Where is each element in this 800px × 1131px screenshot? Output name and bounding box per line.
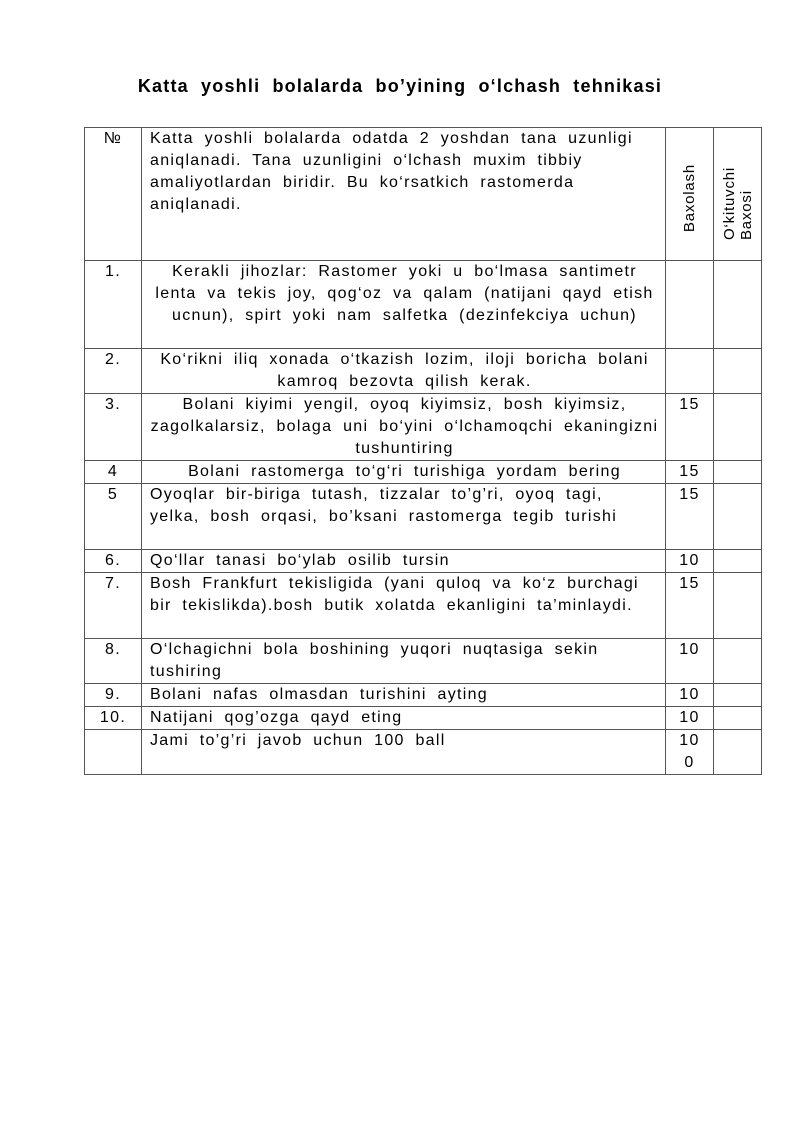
row-number: 5 xyxy=(85,484,142,550)
row-text: Bolani rastomerga to‘g‘ri turishiga yordam bering xyxy=(142,461,666,484)
row-score: 15 xyxy=(666,461,714,484)
row-text: Oyoqlar bir-biriga tutash, tizzalar to’g’ri, oyoq tagi, yelka, bosh orqasi, bo’ksani rastomerga tegib turishi xyxy=(142,484,666,550)
row-number: 2. xyxy=(85,349,142,394)
table-header-row xyxy=(85,128,762,261)
row-text: Qo‘llar tanasi bo‘ylab osilib tursin xyxy=(142,550,666,573)
teacher-grade-header xyxy=(714,128,762,261)
teacher-score-cell xyxy=(714,573,762,639)
row-score: 15 xyxy=(666,573,714,639)
teacher-score-cell xyxy=(714,394,762,461)
row-number: 6. xyxy=(85,550,142,573)
total-text: Jami to’g’ri javob uchun 100 ball xyxy=(142,730,666,775)
row-text: Bolani nafas olmasdan turishini ayting xyxy=(142,684,666,707)
assessment-table xyxy=(84,127,762,775)
table-row xyxy=(85,684,762,707)
number-header: № xyxy=(85,128,142,261)
teacher-score-cell xyxy=(714,639,762,684)
row-number: 10. xyxy=(85,707,142,730)
table-row xyxy=(85,461,762,484)
row-text: Ko‘rikni iliq xonada o‘tkazish lozim, iloji boricha bolani kamroq bezovta qilish kerak. xyxy=(142,349,666,394)
row-score: 15 xyxy=(666,394,714,461)
intro-text: Katta yoshli bolalarda odatda 2 yoshdan tana uzunligi aniqlanadi. Tana uzunligini o‘lchash muxim tibbiy amaliyotlardan biridir. Bu ko‘rsatkich rastomerda aniqlanadi. xyxy=(142,128,666,261)
row-text: Bosh Frankfurt tekisligida (yani quloq va ko‘z burchagi bir tekislikda).bosh butik xolatda ekanligini ta’minlaydi. xyxy=(142,573,666,639)
row-number: 7. xyxy=(85,573,142,639)
row-text: Natijani qog’ozga qayd eting xyxy=(142,707,666,730)
teacher-score-cell xyxy=(714,684,762,707)
row-score xyxy=(666,261,714,349)
teacher-score-cell xyxy=(714,484,762,550)
grading-header-label: Baxolash xyxy=(681,163,698,232)
row-score: 10 xyxy=(666,550,714,573)
document-title: Katta yoshli bolalarda bo’yining o‘lchash tehnikasi xyxy=(137,76,663,96)
row-score: 15 xyxy=(666,484,714,550)
grading-header xyxy=(666,128,714,261)
teacher-score-cell xyxy=(714,550,762,573)
teacher-score-cell xyxy=(714,349,762,394)
row-number: 1. xyxy=(85,261,142,349)
table-row xyxy=(85,639,762,684)
table-row xyxy=(85,394,762,461)
table-row xyxy=(85,349,762,394)
teacher-total-cell xyxy=(714,730,762,775)
row-score: 10 xyxy=(666,707,714,730)
row-number: 8. xyxy=(85,639,142,684)
total-row xyxy=(85,730,762,775)
table-row xyxy=(85,484,762,550)
total-score: 100 xyxy=(679,732,700,771)
row-text: Kerakli jihozlar: Rastomer yoki u bo‘lmasa santimetr lenta va tekis joy, qog‘oz va qalam (natijani qayd etish ucnun), spirt yoki nam salfetka (dezinfekciya uchun) xyxy=(142,261,666,349)
teacher-score-cell xyxy=(714,707,762,730)
teacher-score-cell xyxy=(714,461,762,484)
row-score: 10 xyxy=(666,684,714,707)
total-number xyxy=(85,730,142,775)
table-row xyxy=(85,707,762,730)
total-score-cell xyxy=(666,730,714,775)
teacher-score-cell xyxy=(714,261,762,349)
table-row xyxy=(85,573,762,639)
row-text: O‘lchagichni bola boshining yuqori nuqtasiga sekin tushiring xyxy=(142,639,666,684)
row-number: 3. xyxy=(85,394,142,461)
row-text: Bolani kiyimi yengil, oyoq kiyimsiz, bosh kiyimsiz, zagolkalarsiz, bolaga uni bo‘yini o‘lchamoqchi ekaningizni tushuntiring xyxy=(142,394,666,461)
row-score xyxy=(666,349,714,394)
row-score: 10 xyxy=(666,639,714,684)
table-row xyxy=(85,261,762,349)
table-row xyxy=(85,550,762,573)
row-number: 4 xyxy=(85,461,142,484)
teacher-grade-header-label: O‘kituvchi Baxosi xyxy=(720,166,755,240)
row-number: 9. xyxy=(85,684,142,707)
